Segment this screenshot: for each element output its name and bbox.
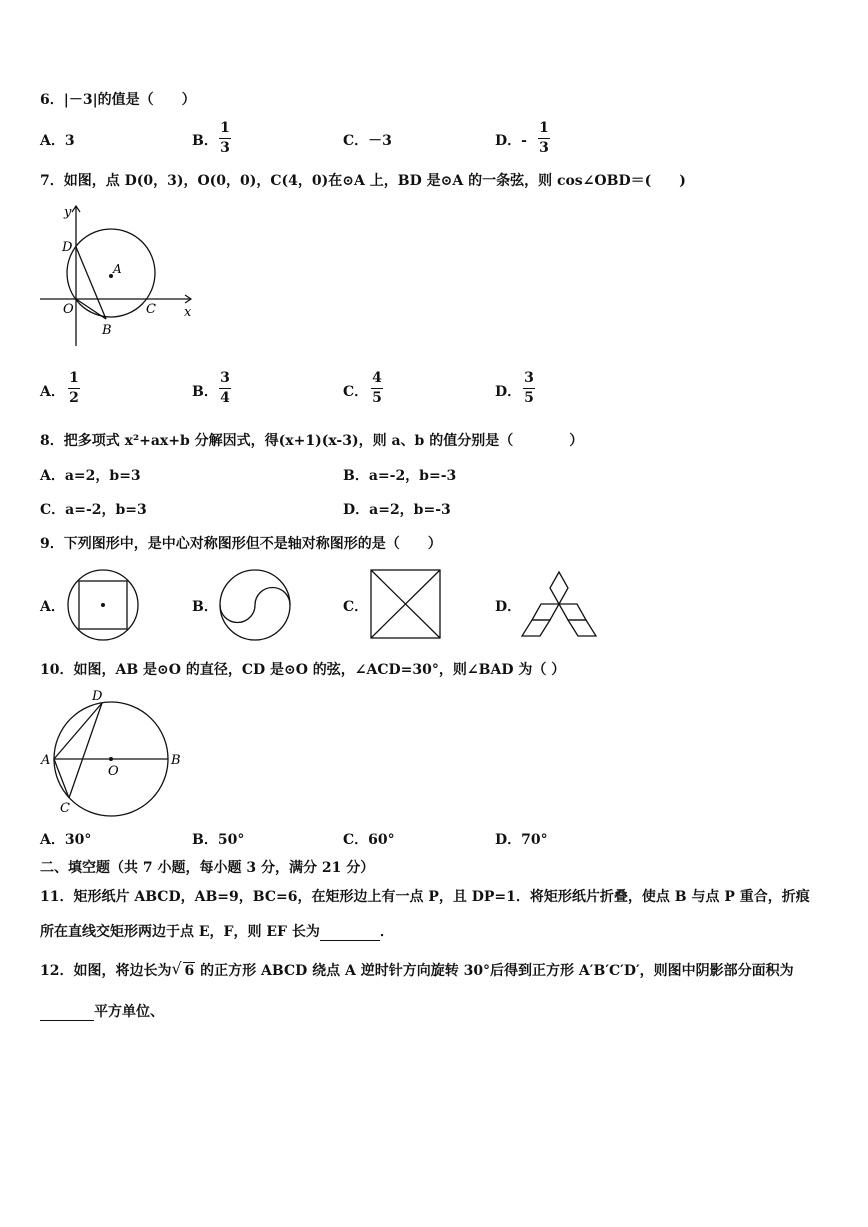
q9-option-b-label[interactable]: B． xyxy=(192,599,218,615)
fraction-numerator: 3 xyxy=(524,370,534,386)
point-a-label: A xyxy=(113,262,122,276)
q7-option-a-label[interactable]: A． xyxy=(40,384,65,400)
point-d-label: D xyxy=(62,240,73,255)
answer-blank[interactable] xyxy=(320,924,380,941)
q10-option-d[interactable]: D．70° xyxy=(495,832,548,848)
q11-period: ． xyxy=(379,924,394,940)
q9-figure-d-three-rhombi xyxy=(518,570,600,638)
fraction-denominator: 4 xyxy=(220,390,230,406)
fraction-numerator: 3 xyxy=(220,370,230,386)
q12-pre-text: 12．如图，将边长为 xyxy=(40,963,172,979)
point-a-label: A xyxy=(41,753,51,768)
q6-option-c[interactable]: C．－3 xyxy=(343,133,392,149)
fraction-denominator: 5 xyxy=(524,390,534,406)
q9-figure-c-crossed-square xyxy=(369,568,443,640)
q6-stem: 6．|－3|的值是（ ） xyxy=(40,92,196,108)
q9-figure-b-yinyang xyxy=(216,568,294,642)
q6-option-d-label[interactable]: D．- xyxy=(495,133,527,149)
q12-line2 xyxy=(40,1003,164,1021)
sqrt-radicand: 6 xyxy=(184,963,195,979)
point-d-label: D xyxy=(92,689,103,704)
fraction-numerator: 4 xyxy=(372,370,382,386)
q10-option-a[interactable]: A．30° xyxy=(40,832,92,848)
q10-option-b[interactable]: B．50° xyxy=(192,832,245,848)
point-c-label: C xyxy=(60,801,70,816)
q6-option-b-fraction xyxy=(219,120,231,157)
q7-option-b-label[interactable]: B． xyxy=(192,384,218,400)
q7-option-d-fraction xyxy=(523,370,535,407)
q11-line1: 11．矩形纸片 ABCD，AB=9，BC=6，在矩形边上有一点 P，且 DP=1．将矩形纸片折叠，使点 B 与点 P 重合，折痕 xyxy=(40,889,810,905)
sqrt-expression: √ 6 xyxy=(171,959,195,979)
fraction-denominator: 3 xyxy=(220,140,230,156)
point-o-label: O xyxy=(108,764,119,779)
q8-option-a[interactable]: A．a=2，b=3 xyxy=(40,468,141,484)
fraction-denominator: 5 xyxy=(372,390,382,406)
point-b-label: B xyxy=(102,323,112,338)
q6-option-d-fraction xyxy=(538,120,550,157)
fraction-numerator: 1 xyxy=(539,120,549,136)
q7-circle-figure xyxy=(36,200,206,350)
q7-option-a-fraction xyxy=(68,370,80,407)
q7-stem: 7．如图，点 D(0，3)，O(0，0)，C(4，0)在⊙A 上，BD 是⊙A 的一条弦，则 cos∠OBD＝( ) xyxy=(40,173,686,189)
q8-stem: 8．把多项式 x²+ax+b 分解因式，得(x+1)(x-3)，则 a、b 的值分别是（ ） xyxy=(40,433,584,449)
section-heading: 二、填空题（共 7 小题，每小题 3 分，满分 21 分） xyxy=(40,860,375,876)
point-b-label: B xyxy=(171,753,181,768)
q10-circle-figure xyxy=(38,686,188,820)
q9-stem: 9．下列图形中，是中心对称图形但不是轴对称图形的是（ ） xyxy=(40,536,442,552)
q12-line1 xyxy=(40,959,794,980)
q8-option-d[interactable]: D．a=2，b=-3 xyxy=(343,502,451,518)
point-c-label: C xyxy=(146,302,156,317)
q7-option-b-fraction xyxy=(219,370,231,407)
fraction-numerator: 1 xyxy=(220,120,230,136)
q6-option-a[interactable]: A．3 xyxy=(40,133,75,149)
q11-line2 xyxy=(40,923,394,941)
q6-option-b-label[interactable]: B． xyxy=(192,133,218,149)
q9-figure-a-circle-square xyxy=(64,568,142,642)
answer-blank[interactable] xyxy=(40,1004,94,1021)
q8-option-b[interactable]: B．a=-2，b=-3 xyxy=(343,468,457,484)
x-axis-label: x xyxy=(184,305,192,320)
q10-stem: 10．如图，AB 是⊙O 的直径，CD 是⊙O 的弦，∠ACD=30°，则∠BAD 为（ ） xyxy=(40,662,566,678)
q9-option-a-label[interactable]: A． xyxy=(40,599,65,615)
q10-option-c[interactable]: C．60° xyxy=(343,832,395,848)
q12-line2-text: 平方单位、 xyxy=(94,1004,164,1020)
q9-option-c-label[interactable]: C． xyxy=(343,599,369,615)
y-axis-label: y xyxy=(64,205,72,220)
q7-option-d-label[interactable]: D． xyxy=(495,384,522,400)
q9-option-d-label[interactable]: D． xyxy=(495,599,522,615)
q7-option-c-label[interactable]: C． xyxy=(343,384,369,400)
point-o-label: O xyxy=(63,302,74,317)
q8-option-c[interactable]: C．a=-2，b=3 xyxy=(40,502,147,518)
q12-post-text: 的正方形 ABCD 绕点 A 逆时针方向旋转 30°后得到正方形 A′B′C′D′，则图中阴影部分面积为 xyxy=(200,963,794,979)
fraction-numerator: 1 xyxy=(69,370,79,386)
q11-line2-text: 所在直线交矩形两边于点 E，F，则 EF 长为 xyxy=(40,924,320,940)
fraction-denominator: 3 xyxy=(539,140,549,156)
fraction-denominator: 2 xyxy=(69,390,79,406)
q7-option-c-fraction xyxy=(371,370,383,407)
